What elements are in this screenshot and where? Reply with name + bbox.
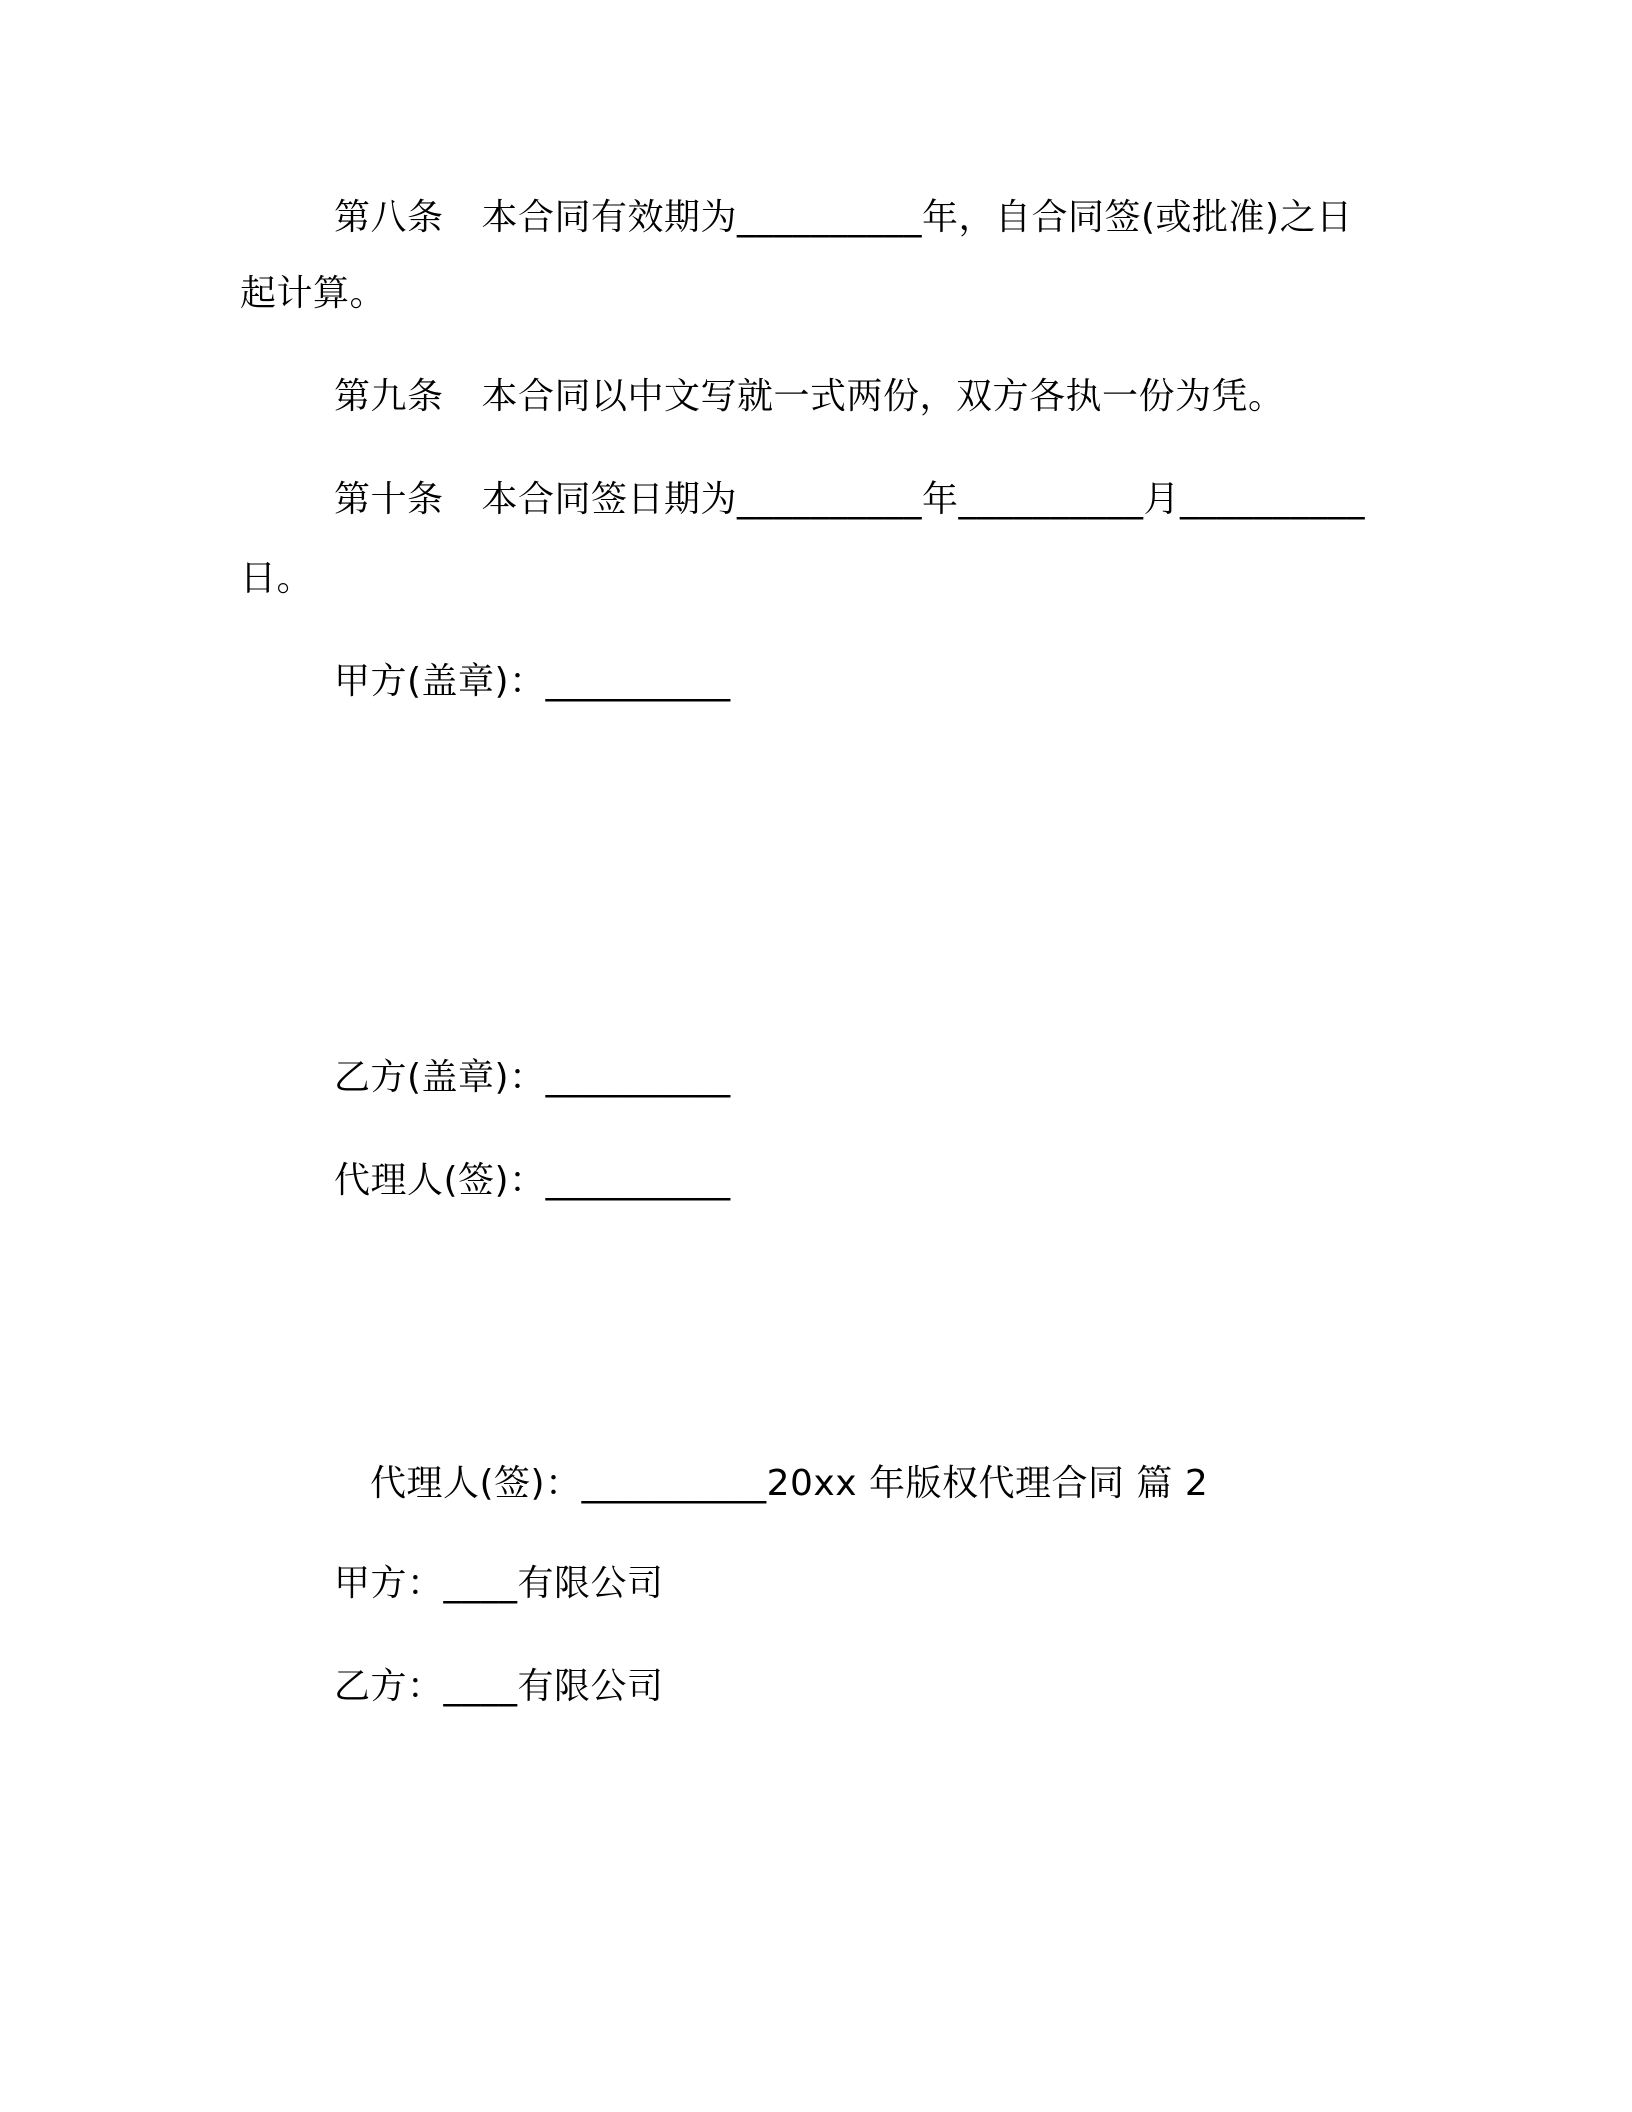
article-8-heading: 第八条 (334, 197, 444, 238)
agent-sign-line: 代理人(签)：__________ (334, 1160, 731, 1201)
section-2-title-line: 代理人(签)：__________20xx 年版权代理合同 篇 2 (370, 1463, 1209, 1504)
article-10-text: 本合同签日期为__________年__________月__________ (481, 479, 1366, 520)
article-10-heading: 第十条 (334, 479, 444, 520)
article-10-line-1 (334, 478, 1365, 522)
article-8-line-1 (334, 196, 1353, 240)
section-2-party-b: 乙方：____有限公司 (334, 1666, 664, 1707)
party-b-seal-line: 乙方(盖章)：__________ (334, 1057, 731, 1098)
article-9-heading: 第九条 (334, 376, 444, 417)
article-8-text: 本合同有效期为__________年，自合同签(或批准)之日 (481, 197, 1353, 238)
party-a-seal-line: 甲方(盖章)：__________ (334, 661, 731, 702)
article-8-line-2: 起计算。 (240, 273, 387, 314)
article-9-text: 本合同以中文写就一式两份，双方各执一份为凭。 (481, 376, 1285, 417)
section-2-party-a: 甲方：____有限公司 (334, 1563, 664, 1604)
article-10-line-2: 日。 (240, 558, 314, 599)
article-9-line (334, 375, 1285, 419)
